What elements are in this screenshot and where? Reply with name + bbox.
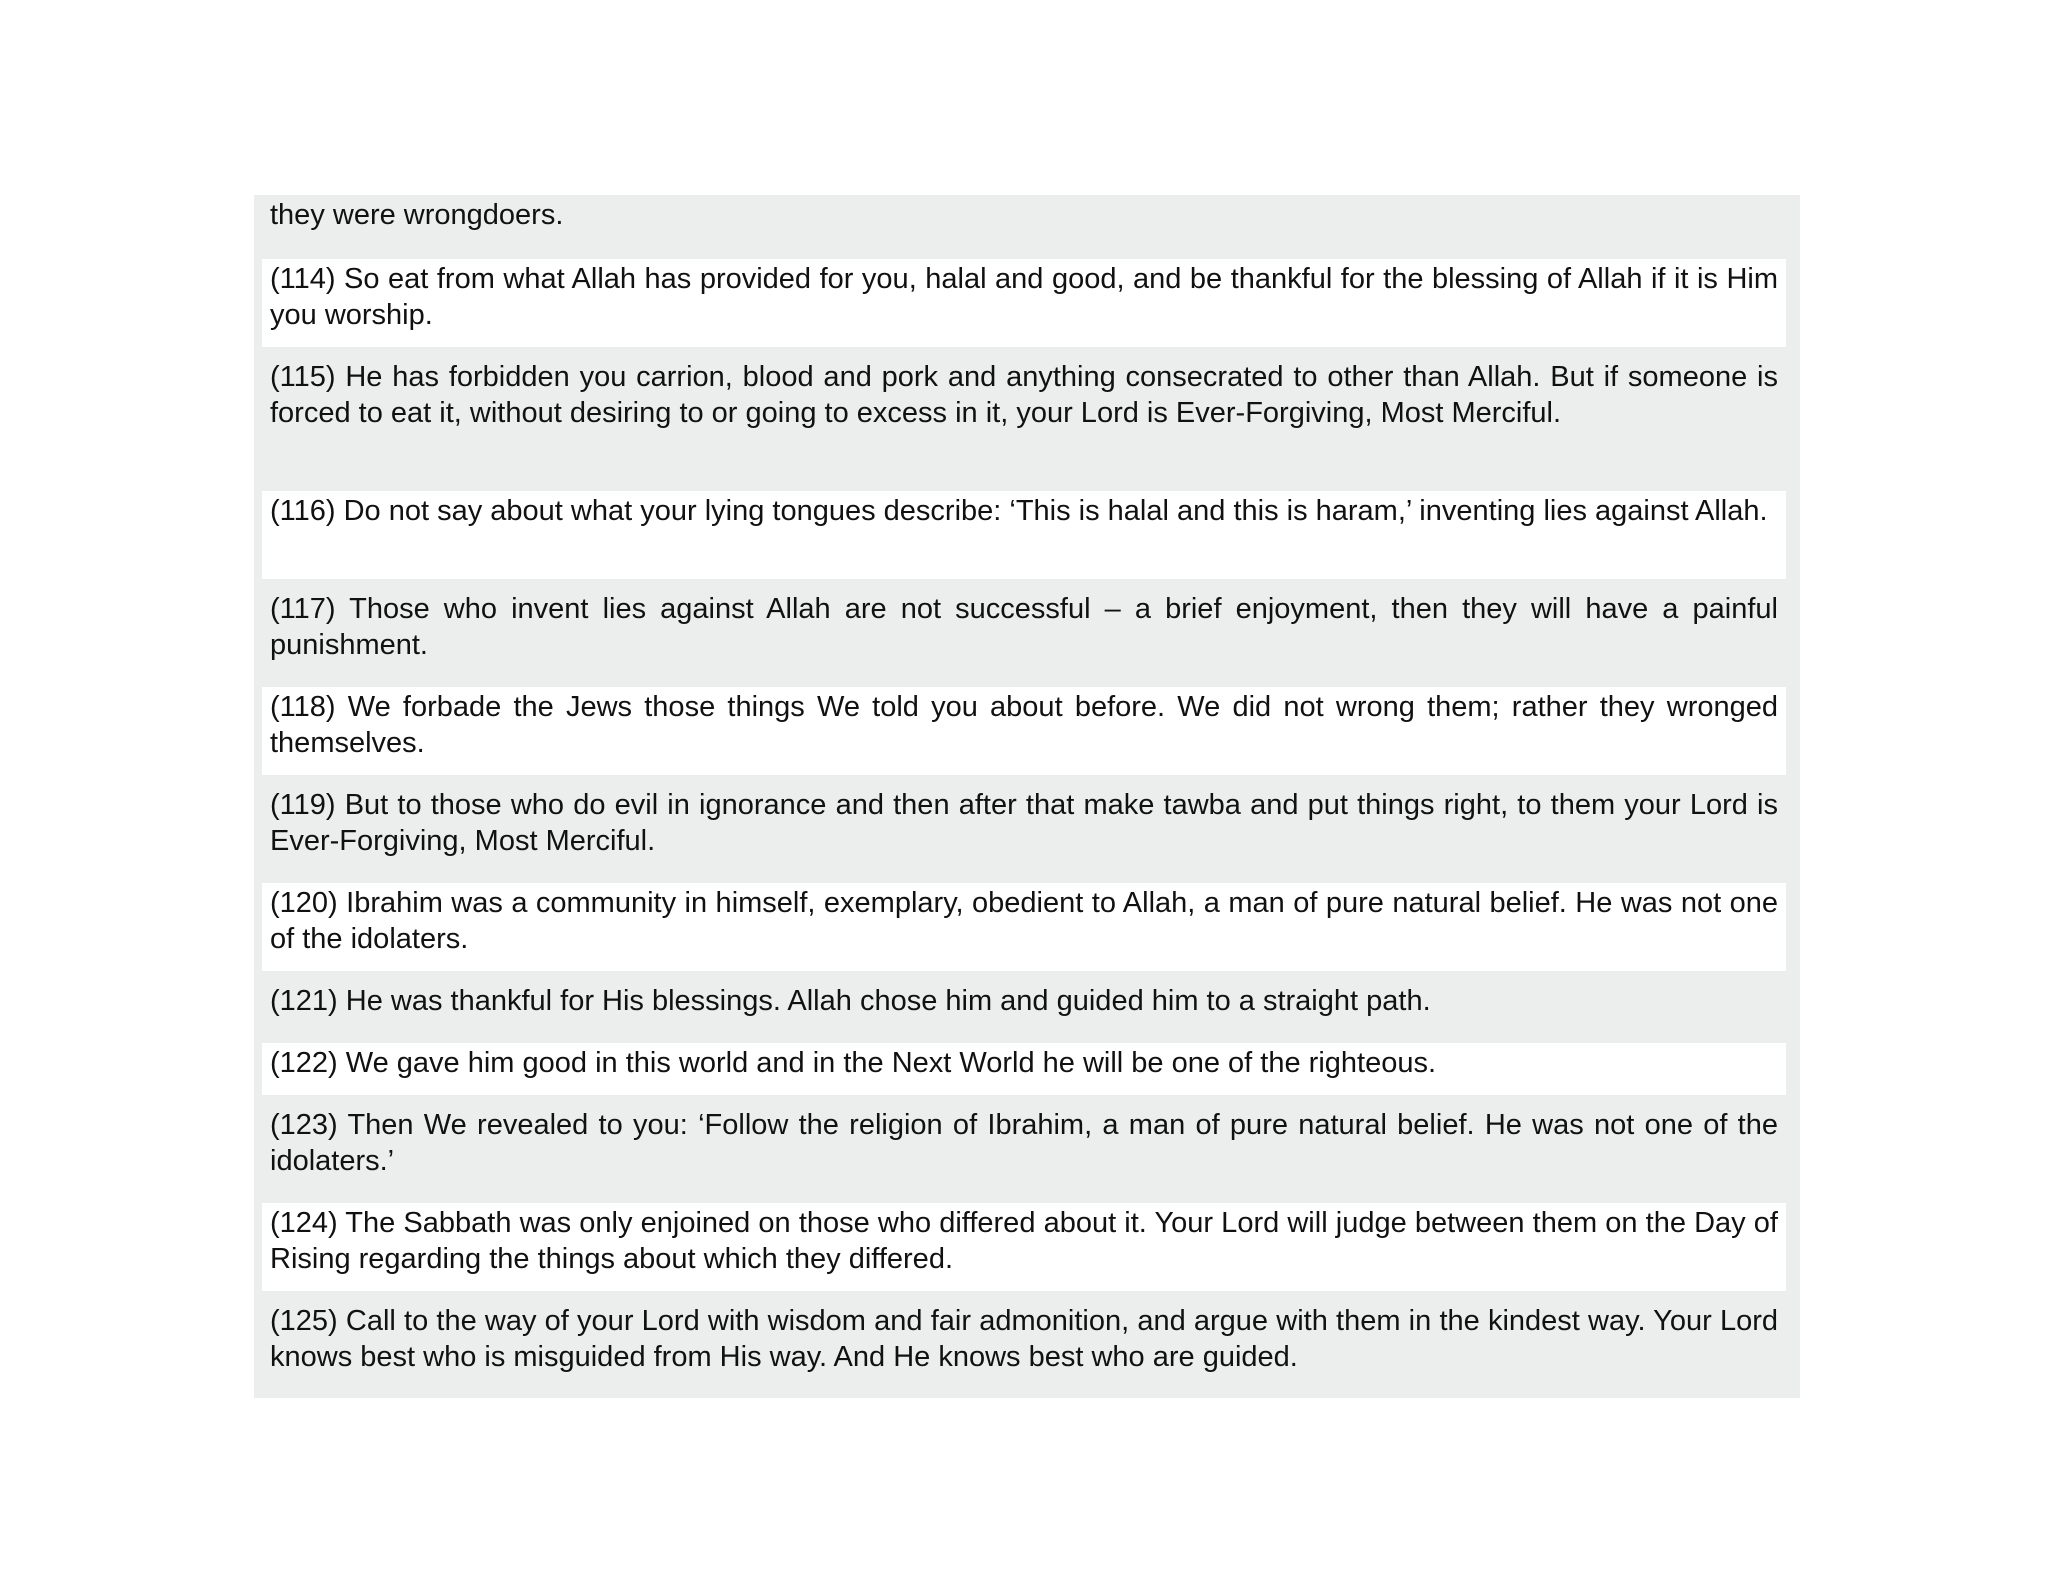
verse-122: (122) We gave him good in this world and in the Next World he will be one of the righteous. [262,1043,1786,1095]
verse-117: (117) Those who invent lies against Allah are not successful – a brief enjoyment, then they will have a painful punishment. [262,589,1786,677]
verse-block [254,195,1800,1398]
verse-121: (121) He was thankful for His blessings. Allah chose him and guided him to a straight path. [262,981,1786,1033]
verse-125: (125) Call to the way of your Lord with wisdom and fair admonition, and argue with them in the kindest way. Your Lord knows best who is misguided from His way. And He knows best who are guided. [262,1301,1786,1389]
verse-118: (118) We forbade the Jews those things We told you about before. We did not wrong them; rather they wronged themselves. [262,687,1786,775]
verse-116: (116) Do not say about what your lying tongues describe: ‘This is halal and this is haram,’ inventing lies against Allah. [262,491,1786,579]
verse-continuation: they were wrongdoers. [262,195,1786,247]
verse-120: (120) Ibrahim was a community in himself, exemplary, obedient to Allah, a man of pure natural belief. He was not one of the idolaters. [262,883,1786,971]
verse-115: (115) He has forbidden you carrion, blood and pork and anything consecrated to other than Allah. But if someone is forced to eat it, without desiring to or going to excess in it, your Lord is Ever-Forgiving, Most Merciful. [262,357,1786,481]
verse-119: (119) But to those who do evil in ignorance and then after that make tawba and put things right, to them your Lord is Ever-Forgiving, Most Merciful. [262,785,1786,873]
verse-123: (123) Then We revealed to you: ‘Follow the religion of Ibrahim, a man of pure natural belief. He was not one of the idolaters.’ [262,1105,1786,1193]
verse-114: (114) So eat from what Allah has provided for you, halal and good, and be thankful for the blessing of Allah if it is Him you worship. [262,259,1786,347]
verse-124: (124) The Sabbath was only enjoined on those who differed about it. Your Lord will judge between them on the Day of Rising regarding the things about which they differed. [262,1203,1786,1291]
